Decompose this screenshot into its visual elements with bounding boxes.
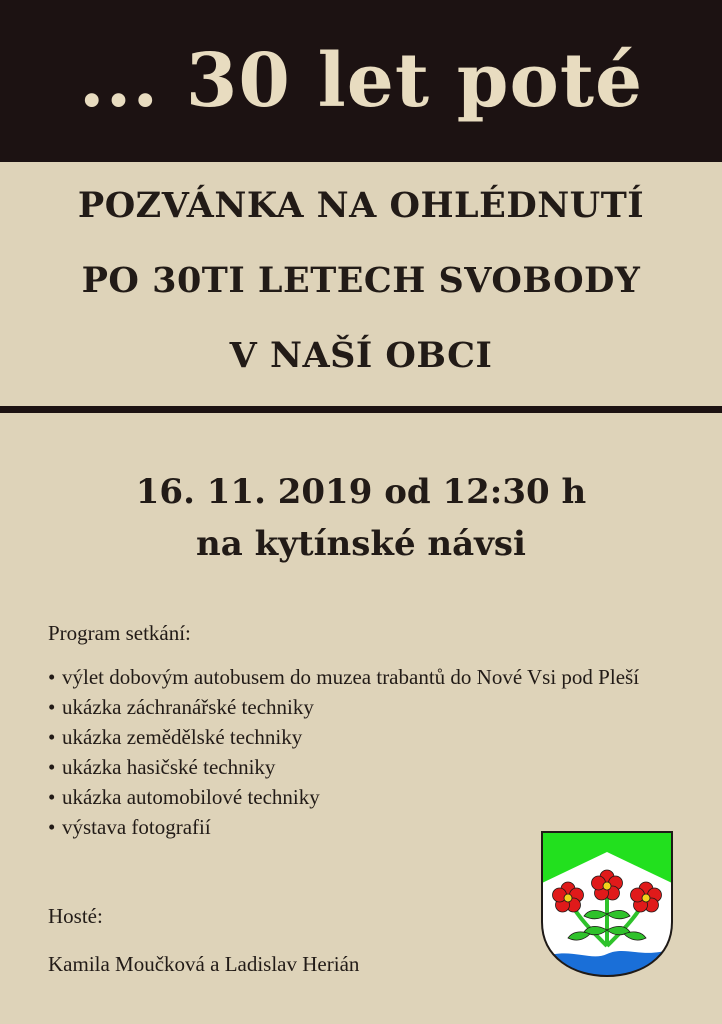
event-info [0, 466, 722, 570]
program-heading: Program setkání: [48, 621, 191, 645]
program-item: • ukázka zemědělské techniky [48, 722, 648, 752]
program-item: • ukázka hasičské techniky [48, 752, 648, 782]
guests-heading: Hosté: [48, 904, 103, 928]
program-section [48, 618, 648, 842]
invitation-line-3: V NAŠÍ OBCI [229, 335, 493, 376]
village-coat-of-arms-icon [540, 830, 674, 978]
divider [0, 406, 722, 413]
program-item: • výstava fotografií [48, 812, 648, 842]
title-banner [0, 0, 722, 162]
program-list [48, 662, 648, 842]
program-item: • ukázka záchranářské techniky [48, 692, 648, 722]
event-date-time: 16. 11. 2019 od 12:30 h [135, 472, 587, 512]
program-item: • výlet dobovým autobusem do muzea trabantů do Nové Vsi pod Pleší [48, 662, 648, 692]
invitation-line-1: POZVÁNKA NA OHLÉDNUTÍ [77, 185, 645, 226]
poster-title: ... 30 let poté [78, 38, 644, 124]
guests-names: Kamila Moučková a Ladislav Herián [48, 952, 360, 976]
event-place: na kytínské návsi [196, 524, 526, 564]
invitation-heading [0, 168, 722, 393]
program-item: • ukázka automobilové techniky [48, 782, 648, 812]
invitation-line-2: PO 30TI LETECH SVOBODY [81, 260, 641, 301]
